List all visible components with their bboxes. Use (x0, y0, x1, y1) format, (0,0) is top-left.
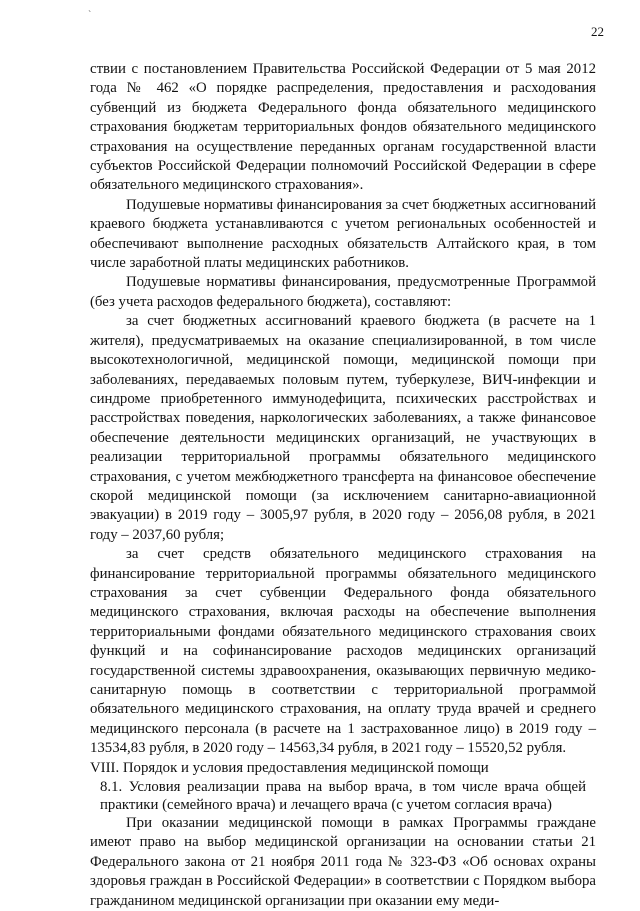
document-body (90, 60, 596, 911)
paragraph-oms-funds: за счет средств обязательного медицинского страхования на финансирование территориальной программы обязательного медицинского страхования за счет субвенции Федерального фонда обязательного медицинского страхования, включая расходы на обеспечение выполнения территориальными фондами обязательного медицинского страхования своих функций и на софинансирование расходов медицинских организаций государственной системы здравоохранения, оказывающих первичную медико-санитарную помощь в соответствии с территориальной программой обязательного медицинского страхования, на оплату труда врачей и среднего медицинского персонала (в расчете на 1 застрахованное лицо) в 2019 году – 13534,83 рубля, в 2020 году – 14563,34 рубля, в 2021 году – 15520,52 рубля. (90, 546, 596, 757)
section-heading: VIII. Порядок и условия предоставления медицинской помощи (90, 759, 489, 776)
scan-mark: ` (88, 10, 92, 21)
paragraph-regional-standards: Подушевые нормативы финансирования за счет бюджетных ассигнований краевого бюджета устанавливаются с учетом региональных особенностей и обеспечивают выполнение расходных обязательств Алтайского края, в том числе заработной платы медицинских работников. (90, 196, 596, 272)
paragraph-continuation: ствии с постановлением Правительства Российской Федерации от 5 мая 2012 года № 462 «О порядке распределения, предоставления и расходования субвенций из бюджета Федерального фонда обязательного медицинского страхования бюджетам территориальных фондов обязательного медицинского страхования на осуществление переданных органам государственной власти субъектов Российской Федерации полномочий Российской Федерации в сфере обязательного медицинского страхования». (90, 61, 596, 194)
page-number: 22 (591, 24, 604, 39)
subsection-heading: 8.1. Условия реализации права на выбор врача, в том числе врача общей практики (семейного врача) и лечащего врача (с учетом согласия врача) (100, 779, 586, 814)
paragraph-regional-budget: за счет бюджетных ассигнований краевого бюджета (в расчете на 1 жителя), предусматриваемых на оказание специализированной, в том числе высокотехнологичной, медицинской помощи, медицинской помощи при заболеваниях, передаваемых половым путем, туберкулезе, ВИЧ-инфекции и синдроме приобретенного иммунодефицита, психических расстройствах и расстройствах поведения, наркологических заболеваниях, а также финансовое обеспечение деятельности медицинских организаций, не участвующих в реализации территориальной программы обязательного медицинского страхования, с учетом межбюджетного трансферта на финансовое обеспечение скорой медицинской помощи (за исключением санитарно-авиационной эвакуации) в 2019 году – 3005,97 рубля, в 2020 году – 2056,08 рубля, в 2021 году – 2037,60 рубля; (90, 313, 596, 543)
paragraph-right-to-choose: При оказании медицинской помощи в рамках Программы граждане имеют право на выбор медицинской организации на основании статьи 21 Федерального закона от 21 ноября 2011 года № 323-ФЗ «Об основах охраны здоровья граждан в Российской Федерации» в соответствии с Порядком выбора гражданином медицинской организации при оказании ему меди- (90, 815, 596, 909)
paragraph-per-capita-intro: Подушевые нормативы финансирования, предусмотренные Программой (без учета расходов федерального бюджета), составляют: (90, 274, 596, 310)
